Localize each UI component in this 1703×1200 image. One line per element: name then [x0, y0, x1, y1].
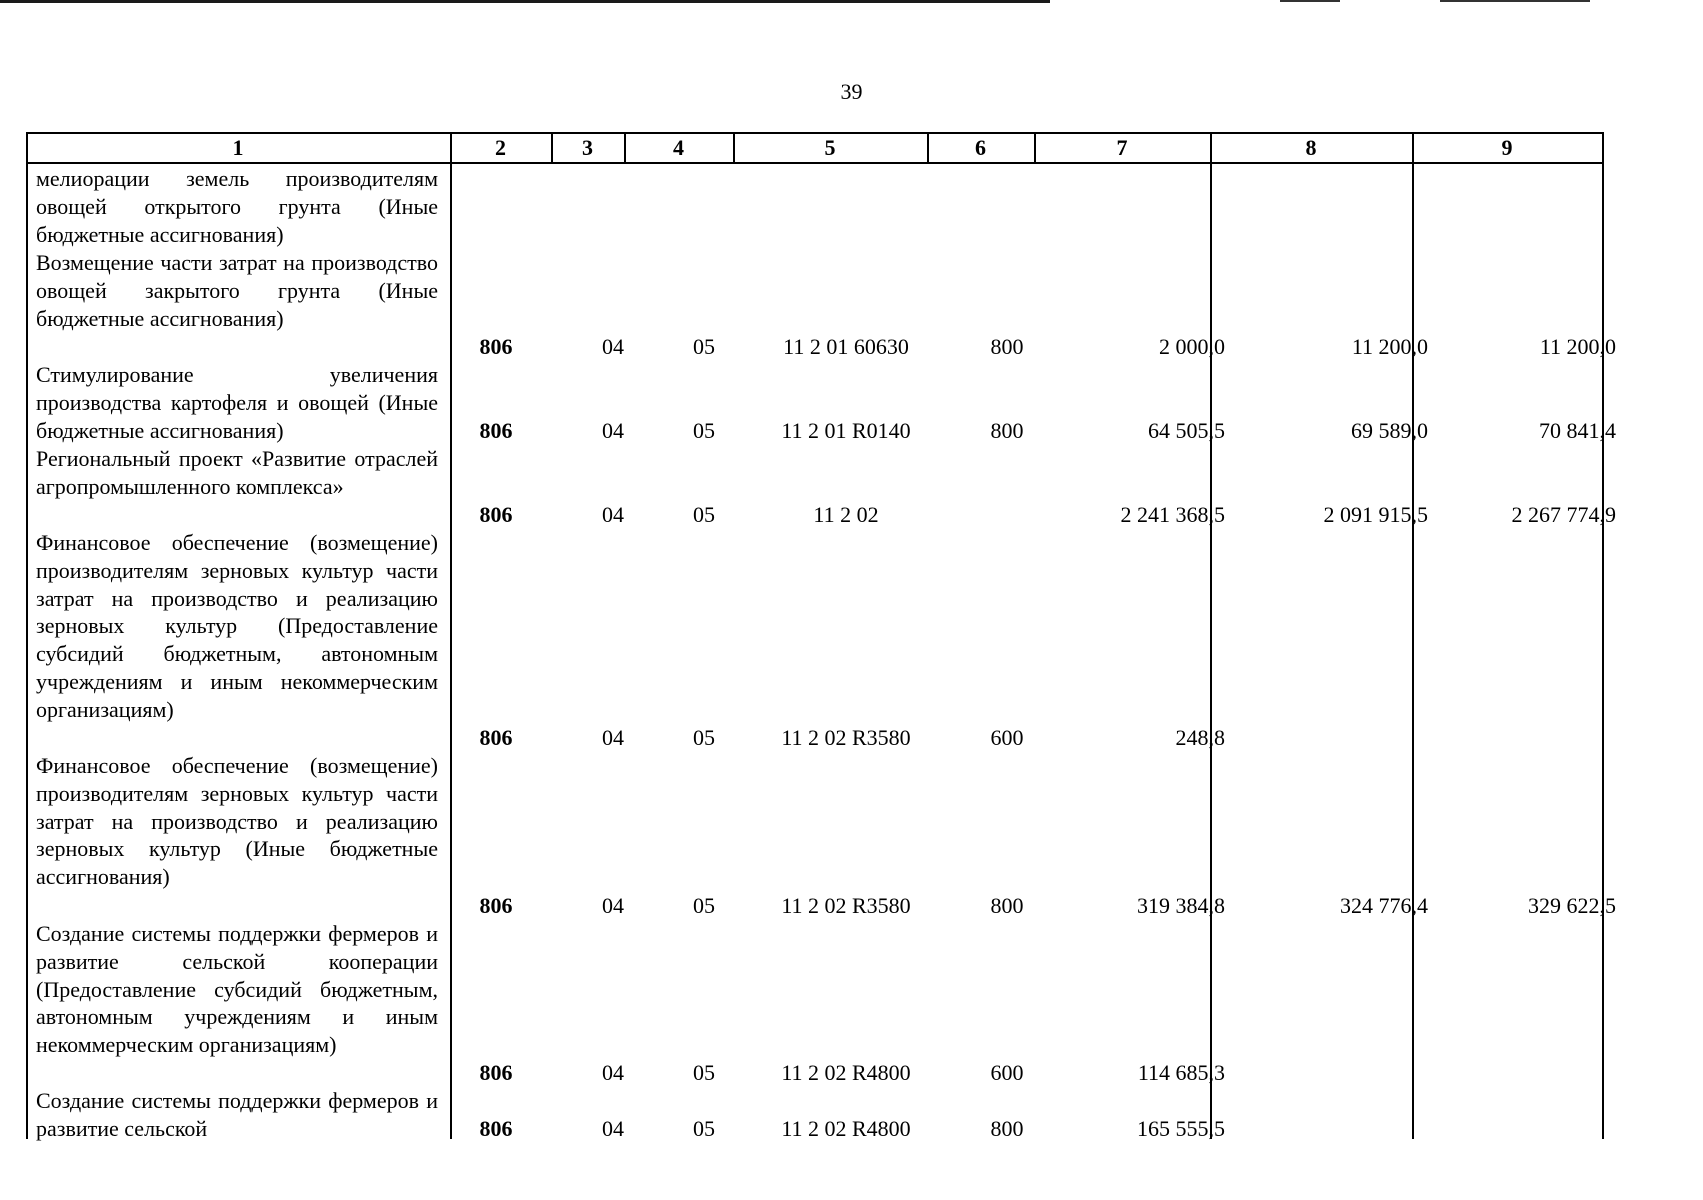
- amount-year-3: 70 841,4: [1539, 418, 1616, 443]
- table-row: [26, 1087, 1604, 1143]
- amount-year-3: [1440, 1059, 1616, 1087]
- section-code: 04: [602, 1060, 624, 1085]
- row-description: Возмещение части затрат на производство овощей закрытого грунта (Иные бюджетные ассигнования): [36, 250, 438, 331]
- target-article-code: 11 2 02: [813, 502, 879, 527]
- amount-year-1: 165 555,5: [1137, 1116, 1225, 1141]
- expense-type-code: 800: [990, 893, 1024, 918]
- expense-type-code: 800: [990, 418, 1024, 443]
- amount-year-2: [1238, 1115, 1428, 1143]
- amount-year-1: 248,8: [1175, 725, 1225, 750]
- section-code: 04: [602, 334, 624, 359]
- table-row: [26, 165, 1604, 249]
- subsection-code: 05: [693, 725, 715, 750]
- amount-year-1: 114 685,3: [1137, 1060, 1225, 1085]
- table-row: [26, 920, 1604, 1087]
- subsection-code: 05: [693, 334, 715, 359]
- target-article-code: 11 2 01 R0140: [781, 418, 911, 443]
- section-code: 04: [602, 893, 624, 918]
- subsection-code: 05: [693, 893, 715, 918]
- header-cell: 6: [975, 135, 986, 160]
- expense-type-code: [954, 501, 1060, 529]
- subsection-code: 05: [693, 1060, 715, 1085]
- table-row: [26, 249, 1616, 361]
- target-article-code: 11 2 02 R4800: [781, 1116, 911, 1141]
- table-row: [26, 752, 1616, 920]
- section-code: 04: [602, 502, 624, 527]
- expense-type-code: 800: [990, 1116, 1024, 1141]
- table-row: [26, 529, 1604, 752]
- section-code: 04: [602, 1116, 624, 1141]
- ministry-code: 806: [479, 725, 513, 750]
- subsection-code: 05: [693, 418, 715, 443]
- row-description: Создание системы поддержки фермеров и развитие сельской кооперации (Предоставление субсидий бюджетным, автономным учреждениям и иным некоммерческим организациям): [36, 921, 438, 1058]
- page-number: 39: [840, 79, 863, 104]
- row-description: мелиорации земель производителям овощей открытого грунта (Иные бюджетные ассигнования): [36, 166, 438, 247]
- amount-year-2: 69 589,0: [1351, 418, 1428, 443]
- row-description: Стимулирование увеличения производства картофеля и овощей (Иные бюджетные ассигнования): [36, 362, 438, 443]
- table-row: [26, 361, 1616, 445]
- amount-year-3: [1440, 1115, 1616, 1143]
- ministry-code: 806: [479, 418, 513, 443]
- section-code: 04: [602, 418, 624, 443]
- amount-year-3: 329 622,5: [1528, 893, 1616, 918]
- amount-year-3: 2 267 774,9: [1511, 502, 1616, 527]
- amount-year-2: 11 200,0: [1351, 334, 1428, 359]
- amount-year-2: 324 776,4: [1340, 893, 1428, 918]
- header-cell: 2: [495, 135, 506, 160]
- row-description: Региональный проект «Развитие отраслей агропромышленного комплекса»: [36, 446, 438, 499]
- amount-year-1: 2 000,0: [1159, 334, 1225, 359]
- target-article-code: 11 2 01 60630: [783, 334, 909, 359]
- table-row: [26, 445, 1616, 529]
- amount-year-3: [1440, 724, 1616, 752]
- header-cell: 4: [673, 135, 684, 160]
- row-description: Финансовое обеспечение (возмещение) производителям зерновых культур части затрат на производство и реализацию зерновых культур (Предоставление субсидий бюджетным, автономным учреждениям и иным некоммерческим организациям): [36, 530, 438, 722]
- header-cell: 7: [1116, 135, 1128, 160]
- target-article-code: 11 2 02 R3580: [781, 725, 911, 750]
- subsection-code: 05: [693, 502, 715, 527]
- header-cell: 5: [824, 135, 836, 160]
- budget-table: [26, 132, 1616, 1141]
- ministry-code: 806: [479, 893, 513, 918]
- amount-year-2: [1238, 724, 1428, 752]
- top-edge-mark: [1280, 0, 1340, 2]
- row-description: Создание системы поддержки фермеров и развитие сельской: [36, 1088, 438, 1141]
- amount-year-2: 2 091 915,5: [1323, 502, 1428, 527]
- ministry-code: 806: [479, 334, 513, 359]
- top-edge-mark: [1440, 0, 1590, 2]
- ministry-code: 806: [479, 1060, 513, 1085]
- section-code: 04: [602, 725, 624, 750]
- amount-year-3: 11 200,0: [1539, 334, 1616, 359]
- ministry-code: 806: [479, 502, 513, 527]
- top-edge-rule: [0, 0, 1050, 3]
- expense-type-code: 600: [990, 725, 1024, 750]
- header-cell: 9: [1501, 135, 1513, 160]
- amount-year-1: 2 241 368,5: [1120, 502, 1225, 527]
- ministry-code: 806: [479, 1116, 513, 1141]
- header-cell: 3: [582, 135, 593, 160]
- subsection-code: 05: [693, 1116, 715, 1141]
- target-article-code: 11 2 02 R4800: [781, 1060, 911, 1085]
- expense-type-code: 800: [990, 334, 1024, 359]
- header-cell: 8: [1305, 135, 1317, 160]
- target-article-code: 11 2 02 R3580: [781, 893, 911, 918]
- amount-year-2: [1238, 1059, 1428, 1087]
- table-header: [26, 134, 1604, 164]
- header-cell: 1: [232, 135, 244, 160]
- amount-year-1: 64 505,5: [1148, 418, 1225, 443]
- row-description: Финансовое обеспечение (возмещение) производителям зерновых культур части затрат на производство и реализацию зерновых культур (Иные бюджетные ассигнования): [36, 753, 438, 890]
- expense-type-code: 600: [990, 1060, 1024, 1085]
- amount-year-1: 319 384,8: [1137, 893, 1225, 918]
